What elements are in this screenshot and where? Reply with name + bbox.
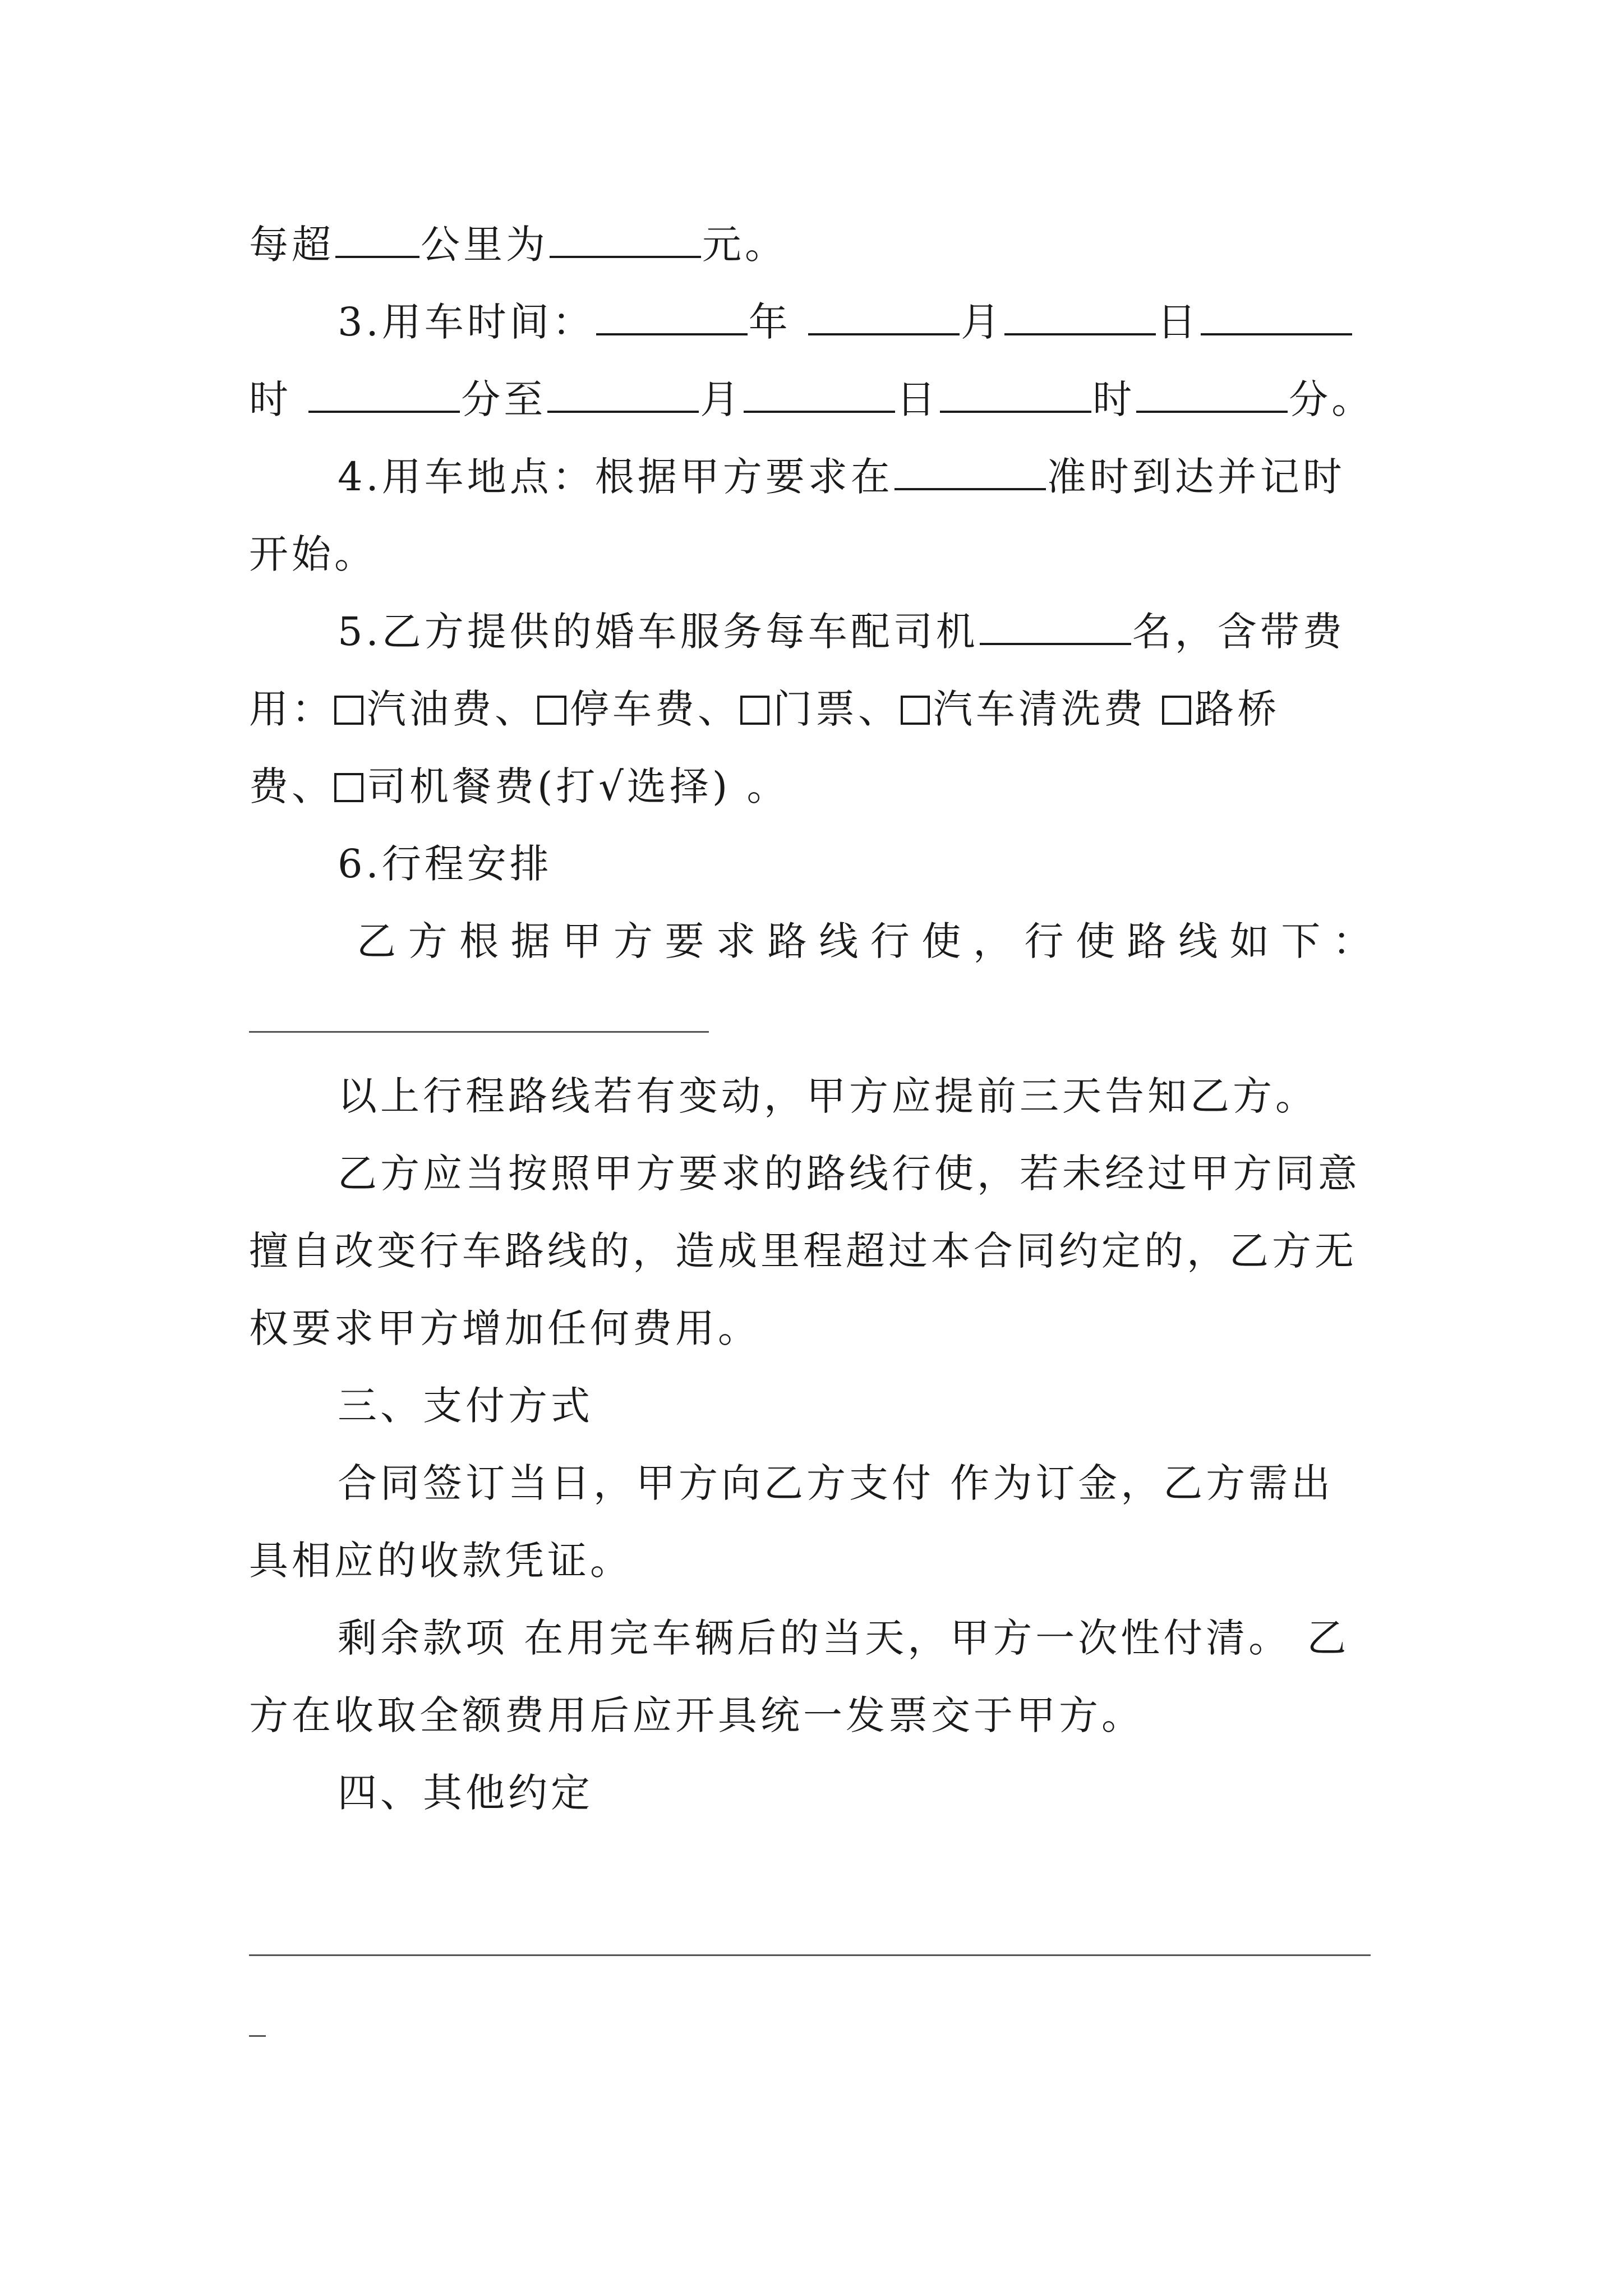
text-year: 年 bbox=[748, 299, 791, 345]
route-char: 如 bbox=[1229, 918, 1269, 964]
route-rule-line-2: 擅自改变行车路线的，造成里程超过本合同约定的，乙方无 bbox=[249, 1228, 1357, 1274]
route-rule-line-3: 权要求甲方增加任何费用。 bbox=[249, 1305, 760, 1351]
label-toll: 路桥 bbox=[1195, 686, 1280, 732]
route-char: 路 bbox=[1127, 918, 1166, 964]
text-on-time: 准时到达并记时 bbox=[1046, 454, 1345, 500]
route-char: 据 bbox=[510, 918, 550, 964]
route-char: 使 bbox=[921, 918, 961, 964]
blank-end-month bbox=[547, 381, 699, 413]
text-end-month: 月 bbox=[700, 376, 743, 422]
blank-price bbox=[550, 227, 701, 258]
clause-6-heading: 6.行程安排 bbox=[338, 841, 552, 887]
text-month: 月 bbox=[961, 299, 1004, 345]
clause-4-cont: 开始。 bbox=[249, 531, 377, 577]
clause-5-fees bbox=[249, 670, 1387, 748]
other-terms-blank-line-end bbox=[249, 2035, 266, 2037]
clause-4-location bbox=[338, 438, 1387, 516]
route-char: 甲 bbox=[562, 918, 602, 964]
route-char: 方 bbox=[408, 918, 448, 964]
route-char: 求 bbox=[716, 918, 756, 964]
payment-deposit-line-1: 合同签订当日，甲方向乙方支付 作为订金，乙方需出 bbox=[338, 1460, 1334, 1506]
checkbox-car-wash[interactable] bbox=[901, 696, 930, 725]
blank-minute bbox=[308, 381, 460, 413]
payment-deposit-line-2: 具相应的收款凭证。 bbox=[249, 1538, 633, 1584]
clause-3-time-end bbox=[249, 360, 1387, 439]
text-per-exceed: 每超 bbox=[249, 222, 334, 268]
route-char: 行 bbox=[1024, 918, 1064, 964]
route-rule-line-1: 乙方应当按照甲方要求的路线行使，若未经过甲方同意 bbox=[338, 1151, 1361, 1197]
text-day: 日 bbox=[1157, 299, 1200, 345]
route-char: 方 bbox=[613, 918, 653, 964]
text-minute-to: 分至 bbox=[461, 376, 547, 422]
blank-year bbox=[596, 304, 748, 335]
text-fees-label: 用： bbox=[249, 686, 334, 732]
clause-5-driver bbox=[338, 592, 1387, 671]
route-char: 使 bbox=[1076, 918, 1115, 964]
route-char: 线 bbox=[819, 918, 859, 964]
clause-6-route bbox=[357, 902, 1372, 981]
route-char: ， bbox=[972, 918, 1012, 964]
text-time-label: 3.用车时间： bbox=[338, 299, 595, 345]
blank-end-day bbox=[744, 381, 895, 413]
text-end-hour: 时 bbox=[1092, 376, 1136, 422]
text-location: 4.用车地点：根据甲方要求在 bbox=[338, 454, 893, 500]
label-driver-meal: 司机餐费(打√选择) 。 bbox=[367, 763, 790, 809]
clause-5-fees-cont bbox=[249, 747, 1387, 826]
route-char: 行 bbox=[870, 918, 910, 964]
text-km-price: 公里为 bbox=[421, 222, 548, 268]
route-change-notice: 以上行程路线若有变动，甲方应提前三天告知乙方。 bbox=[338, 1073, 1318, 1119]
blank-driver-count bbox=[980, 614, 1131, 645]
blank-hour bbox=[1201, 304, 1352, 335]
label-car-wash: 汽车清洗费 bbox=[933, 686, 1146, 732]
text-yuan: 元。 bbox=[702, 222, 787, 268]
blank-km bbox=[335, 227, 419, 258]
blank-location bbox=[895, 459, 1046, 490]
checkbox-toll[interactable] bbox=[1162, 696, 1191, 725]
route-char: 要 bbox=[665, 918, 704, 964]
blank-day bbox=[1004, 304, 1156, 335]
route-char: ： bbox=[1332, 918, 1372, 964]
blank-end-hour bbox=[940, 381, 1091, 413]
route-char: 线 bbox=[1178, 918, 1218, 964]
route-blank-line bbox=[249, 1031, 709, 1033]
route-char: 下 bbox=[1281, 918, 1321, 964]
checkbox-driver-meal[interactable] bbox=[334, 773, 363, 802]
payment-balance-line-1: 剩余款项 在用完车辆后的当天，甲方一次性付清。 乙 bbox=[338, 1615, 1350, 1661]
checkbox-parking[interactable] bbox=[537, 696, 566, 725]
line-rate bbox=[249, 205, 1387, 284]
route-char: 根 bbox=[459, 918, 499, 964]
checkbox-fuel[interactable] bbox=[334, 696, 363, 725]
text-driver: 5.乙方提供的婚车服务每车配司机 bbox=[338, 609, 979, 655]
label-fuel: 汽油费、 bbox=[367, 686, 537, 732]
text-hour: 时 bbox=[249, 376, 292, 422]
blank-end-minute bbox=[1136, 381, 1288, 413]
route-char: 乙 bbox=[357, 918, 396, 964]
text-end-day: 日 bbox=[896, 376, 939, 422]
route-char: 路 bbox=[767, 918, 807, 964]
label-tickets: 门票、 bbox=[773, 686, 901, 732]
section-3-heading: 三、支付方式 bbox=[338, 1383, 593, 1429]
label-toll-end: 费、 bbox=[249, 763, 334, 809]
text-included-fees: 名，含带费 bbox=[1132, 609, 1345, 655]
other-terms-blank-line bbox=[249, 1954, 1371, 1956]
clause-3-time-start bbox=[338, 283, 1387, 361]
section-4-heading: 四、其他约定 bbox=[338, 1770, 593, 1816]
label-parking: 停车费、 bbox=[570, 686, 740, 732]
payment-balance-line-2: 方在收取全额费用后应开具统一发票交于甲方。 bbox=[249, 1692, 1144, 1738]
blank-month bbox=[808, 304, 960, 335]
checkbox-tickets[interactable] bbox=[740, 696, 769, 725]
text-end-minute: 分。 bbox=[1289, 376, 1375, 422]
